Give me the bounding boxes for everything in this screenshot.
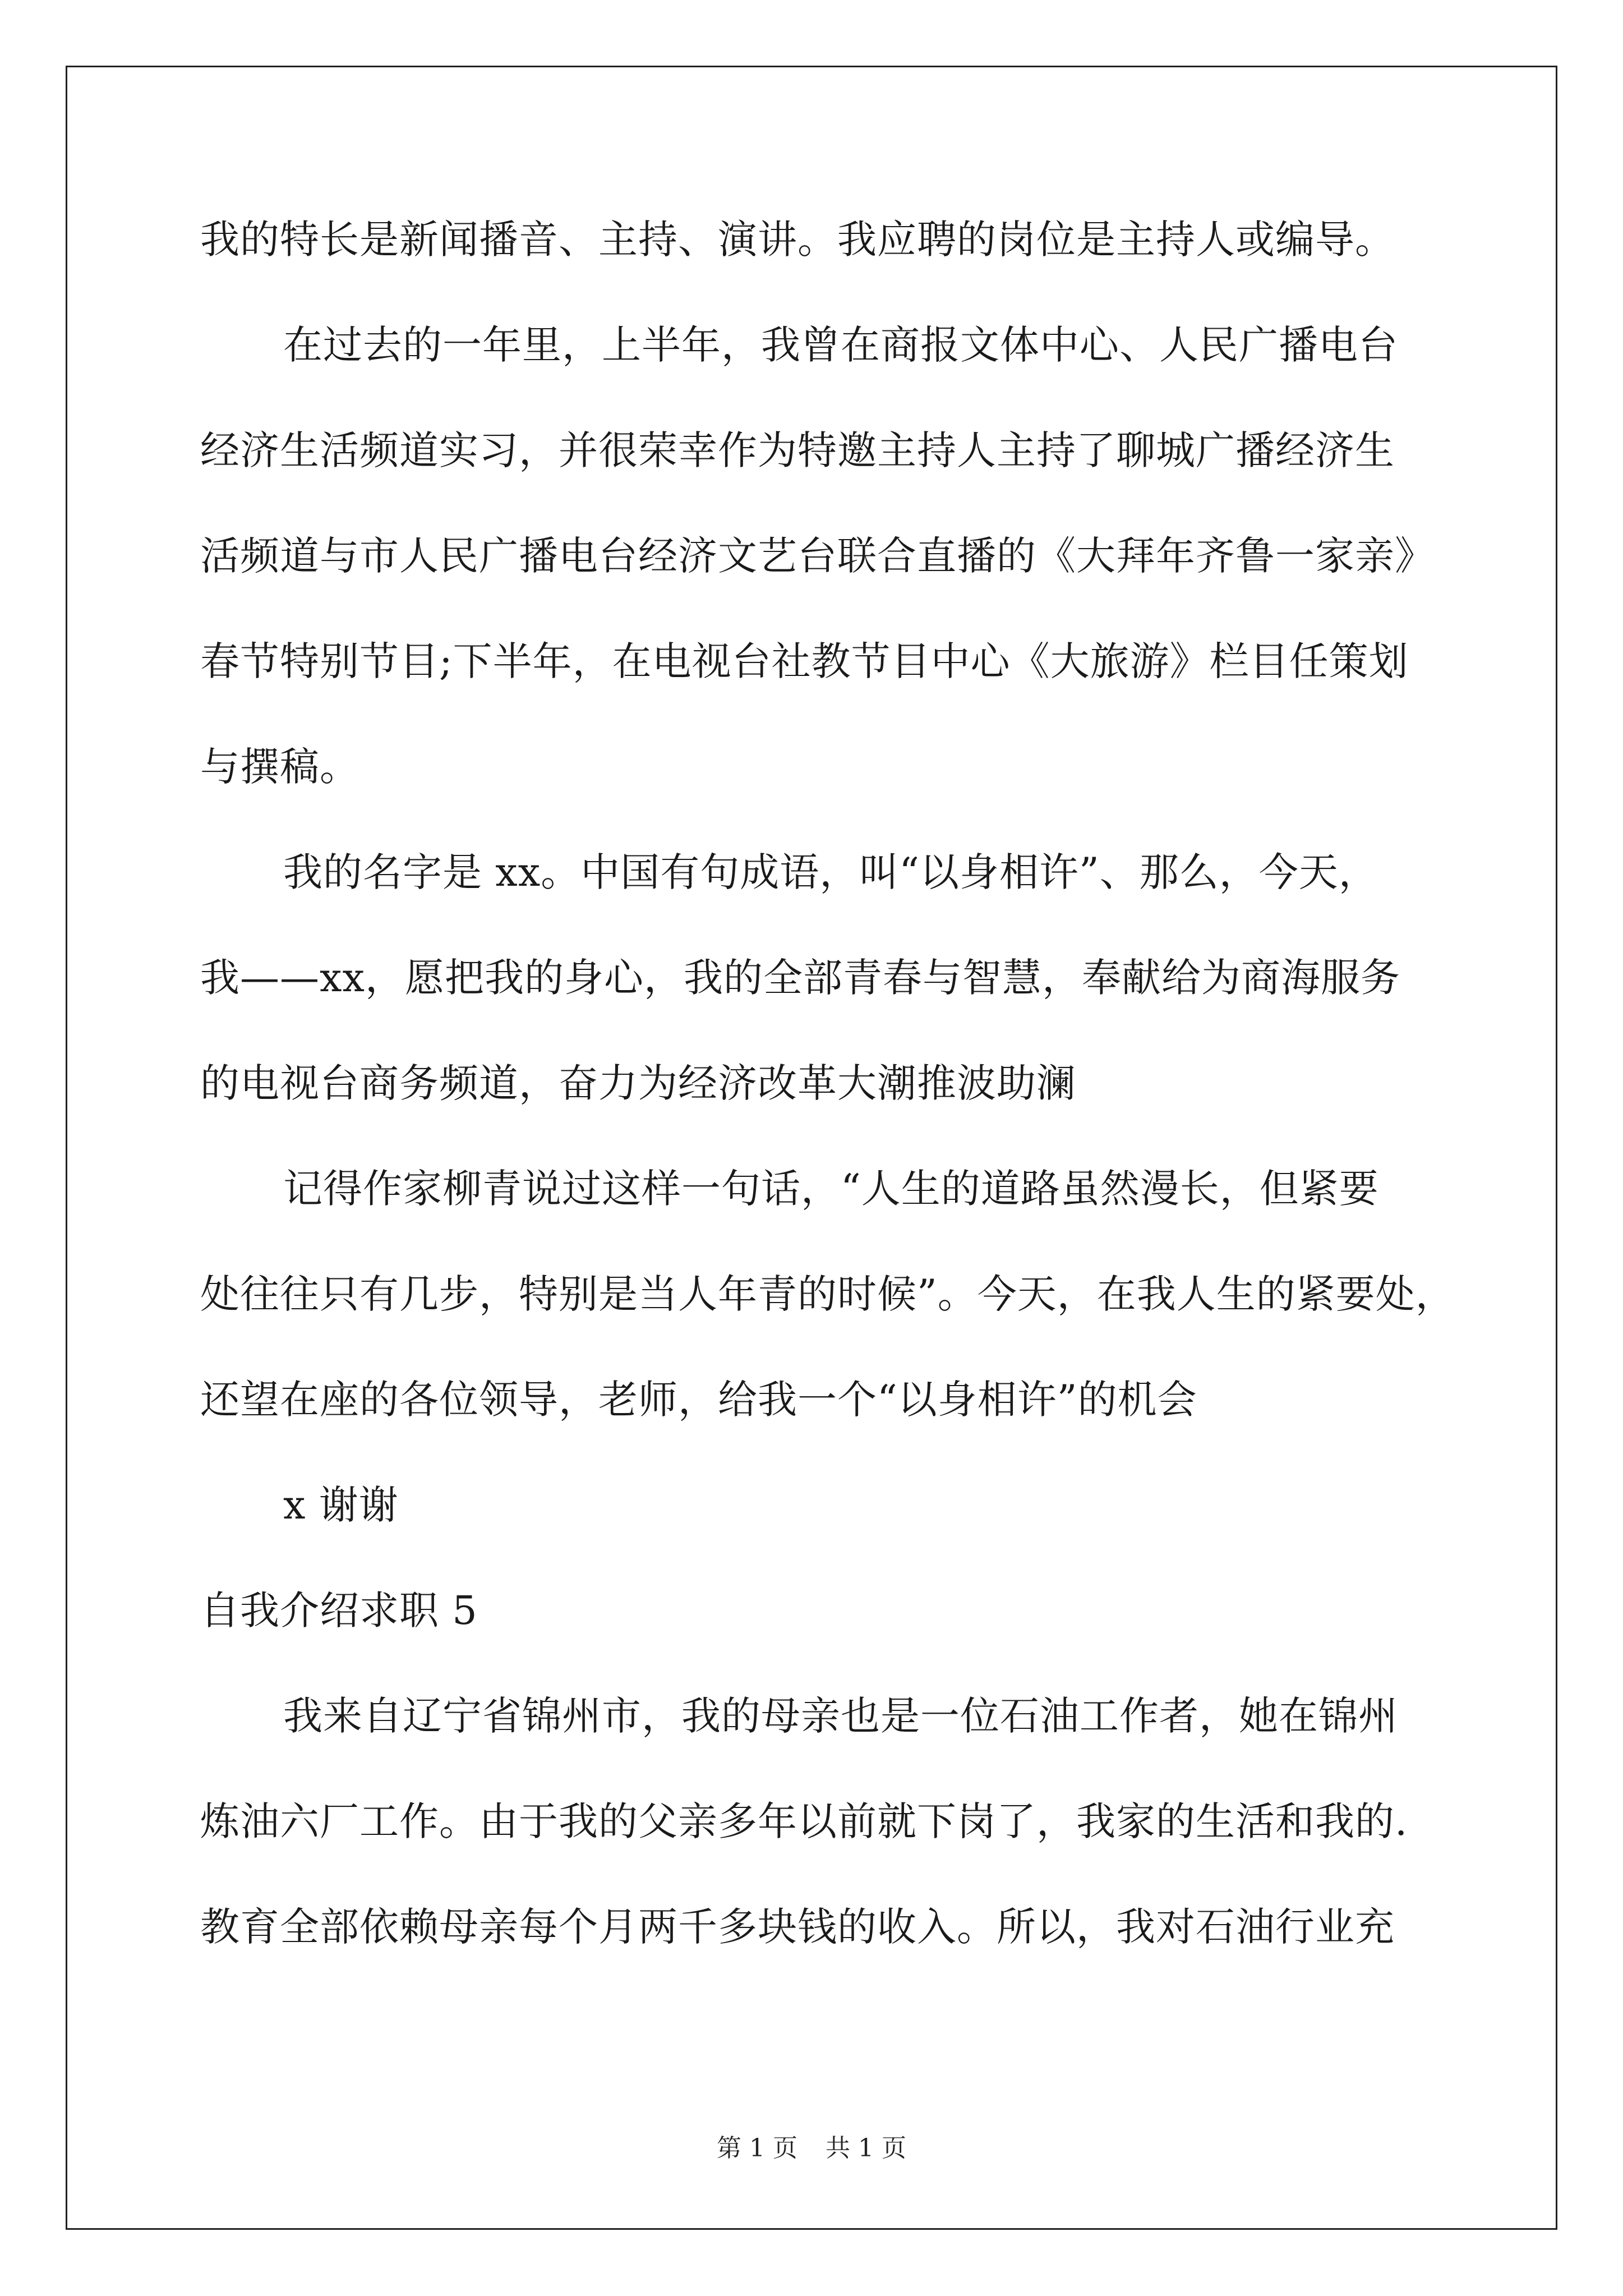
text-line: 春节特别节目;下半年，在电视台社教节目中心《大旅游》栏目任策划 (200, 638, 1409, 684)
paragraph-first-line: 我来自辽宁省锦州市，我的母亲也是一位石油工作者，她在锦州 (283, 1693, 1398, 1739)
text-line: 炼油六厂工作。由于我的父亲多年以前就下岗了，我家的生活和我的. (200, 1798, 1408, 1844)
paragraph-first-line: 我的名字是 xx。中国有句成语，叫“以身相许”、那么，今天， (283, 849, 1378, 895)
section-heading: 自我介绍求职 5 (200, 1588, 478, 1634)
text-line: 我——xx，愿把我的身心，我的全部青春与智慧，奉献给为商海服务 (200, 955, 1400, 1001)
paragraph-first-line: 在过去的一年里，上半年，我曾在商报文体中心、人民广播电台 (283, 322, 1398, 368)
text-line: 活频道与市人民广播电台经济文艺台联合直播的《大拜年齐鲁一家亲》 (200, 533, 1435, 579)
page-footer (0, 2132, 1623, 2165)
text-line: 经济生活频道实习，并很荣幸作为特邀主持人主持了聊城广播经济生 (200, 427, 1395, 473)
page-number: 第 1 页 (717, 2134, 797, 2162)
text-line: 的电视台商务频道，奋力为经济改革大潮推波助澜 (200, 1060, 1076, 1106)
page-total: 共 1 页 (826, 2134, 906, 2162)
paragraph-first-line: 记得作家柳青说过这样一句话，“人生的道路虽然漫长，但紧要 (283, 1166, 1379, 1212)
text-line: 我的特长是新闻播音、主持、演讲。我应聘的岗位是主持人或编导。 (200, 217, 1395, 263)
text-line: 还望在座的各位领导，老师，给我一个“以身相许”的机会 (200, 1377, 1197, 1423)
text-line: 处往往只有几步，特别是当人年青的时候”。今天，在我人生的紧要处， (200, 1271, 1455, 1317)
paragraph-first-line: x 谢谢 (283, 1482, 399, 1528)
text-line: 教育全部依赖母亲每个月两千多块钱的收入。所以，我对石油行业充 (200, 1904, 1395, 1950)
text-line: 与撰稿。 (200, 744, 359, 790)
